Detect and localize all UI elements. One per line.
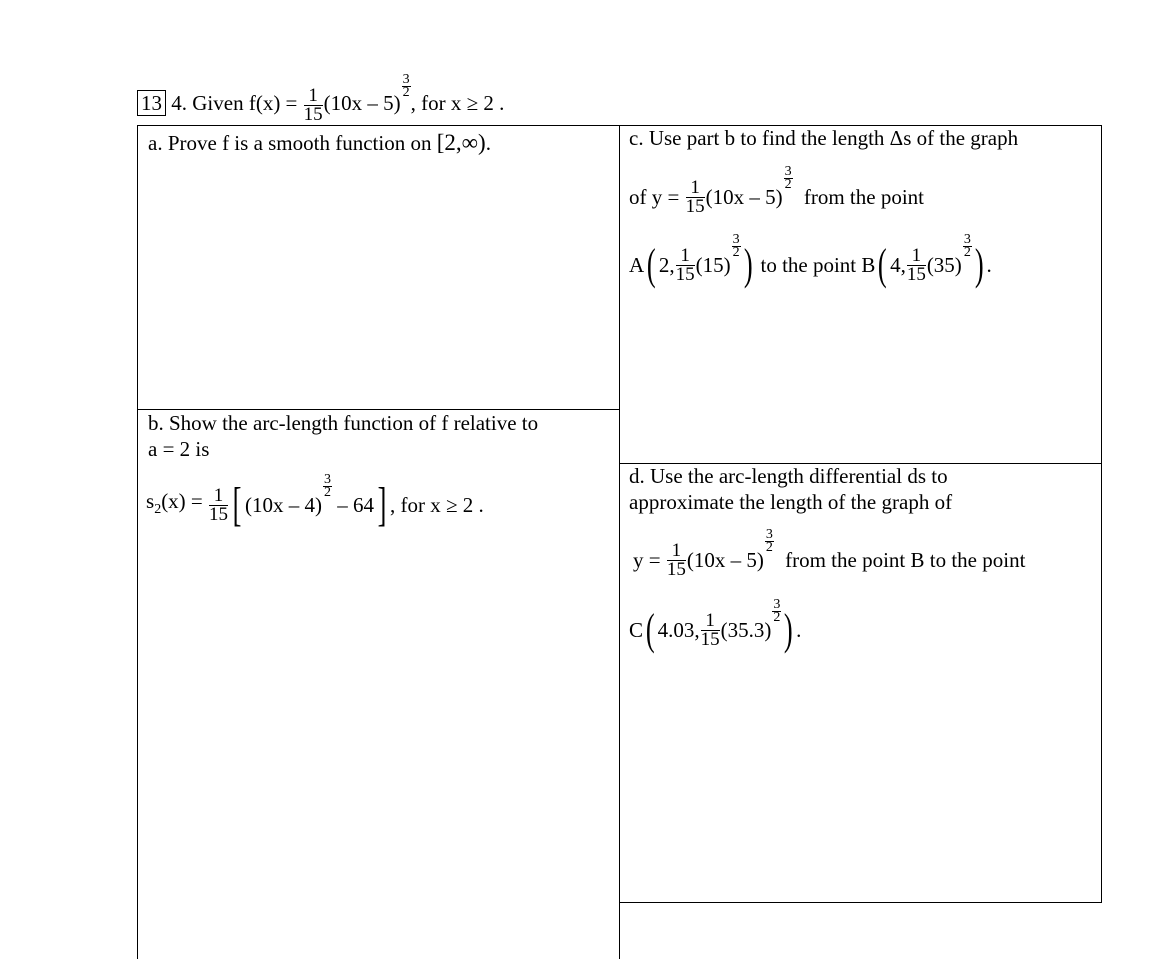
frac-num: 1 xyxy=(686,179,705,198)
exp-num: 3 xyxy=(784,164,792,179)
d-y-eq: y = xyxy=(633,548,661,573)
frac-num: 1 xyxy=(209,487,228,506)
point-a-exponent xyxy=(732,234,741,259)
exp-num: 3 xyxy=(732,232,740,247)
b-tail: – 64 xyxy=(337,493,375,518)
c-fraction xyxy=(685,176,705,217)
given-prefix: 4. Given xyxy=(171,91,244,115)
exp-den: 2 xyxy=(765,540,773,555)
part-a-interval: [2,∞) xyxy=(436,130,486,155)
frac-den: 15 xyxy=(700,628,720,650)
point-c-exponent xyxy=(772,599,781,624)
point-c-fraction xyxy=(700,609,720,650)
point-a-inner: (15) xyxy=(695,253,731,278)
point-c-label: C xyxy=(629,618,644,643)
frac-den: 15 xyxy=(675,263,695,285)
point-a-x: 2, xyxy=(658,253,675,278)
exp-den: 2 xyxy=(773,610,781,625)
s-lhs xyxy=(146,488,203,517)
header-inner: (10x – 5) xyxy=(323,91,401,115)
c-of-y: of y = xyxy=(629,185,680,210)
part-c-line1: c. Use part b to find the length Δs of the graph xyxy=(629,126,1019,150)
grid-right-bottom-border xyxy=(619,902,1102,903)
frac-den: 15 xyxy=(685,195,705,217)
point-b-exponent xyxy=(963,234,972,259)
part-b-line2: a = 2 is xyxy=(148,437,210,461)
exp-num: 3 xyxy=(765,527,773,542)
b-suffix: , for x ≥ 2 . xyxy=(390,493,484,518)
d-inner: (10x – 5) xyxy=(686,548,764,573)
grid-right-border xyxy=(1101,125,1102,903)
point-b-x: 4, xyxy=(890,253,906,278)
header-fraction xyxy=(303,84,323,125)
exp-den: 2 xyxy=(402,85,410,100)
exp-num: 3 xyxy=(773,597,781,612)
header-exponent xyxy=(402,74,411,99)
c-from-point: from the point xyxy=(803,185,924,210)
right-bracket: ] xyxy=(377,478,387,532)
s-symbol: s xyxy=(146,488,155,513)
left-paren: ( xyxy=(878,240,888,290)
b-inner: (10x – 4) xyxy=(245,493,323,518)
s-arg: (x) = xyxy=(161,488,203,513)
frac-num: 1 xyxy=(907,247,926,266)
problem-number-box: 13 xyxy=(137,90,166,116)
c-inner: (10x – 5) xyxy=(705,185,783,210)
c-exponent xyxy=(784,166,793,191)
grid-left-row-divider xyxy=(137,409,619,410)
frac-den: 15 xyxy=(666,558,686,580)
grid-middle-divider xyxy=(619,125,620,959)
left-paren: ( xyxy=(645,605,655,655)
header-suffix: , for x ≥ 2 . xyxy=(410,91,505,115)
grid-left-border xyxy=(137,125,138,959)
c-period: . xyxy=(986,253,992,278)
part-a-text: a. Prove f is a smooth function on xyxy=(148,131,432,155)
point-b-fraction xyxy=(906,244,926,285)
right-paren: ) xyxy=(743,240,753,290)
right-paren: ) xyxy=(784,605,794,655)
point-c-x: 4.03, xyxy=(657,618,700,643)
part-a-period: . xyxy=(485,131,491,155)
part-d-line2: approximate the length of the graph of xyxy=(629,490,953,514)
exp-den: 2 xyxy=(324,485,332,500)
frac-num: 1 xyxy=(701,612,720,631)
point-c-inner: (35.3) xyxy=(720,618,772,643)
d-period: . xyxy=(796,618,802,643)
d-from-to: from the point B to the point xyxy=(785,548,1026,573)
s-subscript: 2 xyxy=(154,501,162,517)
point-b-inner: (35) xyxy=(926,253,962,278)
part-d-point-c xyxy=(629,597,802,655)
exp-den: 2 xyxy=(732,245,740,260)
d-fraction xyxy=(666,539,686,580)
part-b-line1: b. Show the arc-length function of f relative to xyxy=(148,411,539,435)
frac-num: 1 xyxy=(667,542,686,561)
fx-label: f(x) = xyxy=(248,91,298,115)
left-bracket: [ xyxy=(232,478,242,532)
frac-den: 15 xyxy=(303,103,323,125)
point-a-label: A xyxy=(629,253,645,278)
frac-num: 1 xyxy=(304,87,323,106)
part-b-formula xyxy=(146,472,484,532)
b-exponent xyxy=(323,474,332,499)
part-a xyxy=(148,131,491,155)
exp-num: 3 xyxy=(324,472,332,487)
right-paren: ) xyxy=(974,240,984,290)
exp-num: 3 xyxy=(402,72,410,87)
to-point-b: to the point B xyxy=(760,253,876,278)
exp-den: 2 xyxy=(963,245,971,260)
part-c-formula xyxy=(629,164,924,217)
point-a-fraction xyxy=(675,244,695,285)
frac-den: 15 xyxy=(906,263,926,285)
problem-header xyxy=(137,72,505,125)
part-d-line1: d. Use the arc-length differential ds to xyxy=(629,464,948,488)
part-d-formula xyxy=(633,527,1026,580)
part-c-points xyxy=(629,232,992,290)
left-paren: ( xyxy=(647,240,656,290)
exp-den: 2 xyxy=(784,177,792,192)
frac-den: 15 xyxy=(209,503,229,525)
b-fraction xyxy=(209,484,229,525)
exp-num: 3 xyxy=(963,232,971,247)
frac-num: 1 xyxy=(676,247,695,266)
d-exponent xyxy=(765,529,774,554)
